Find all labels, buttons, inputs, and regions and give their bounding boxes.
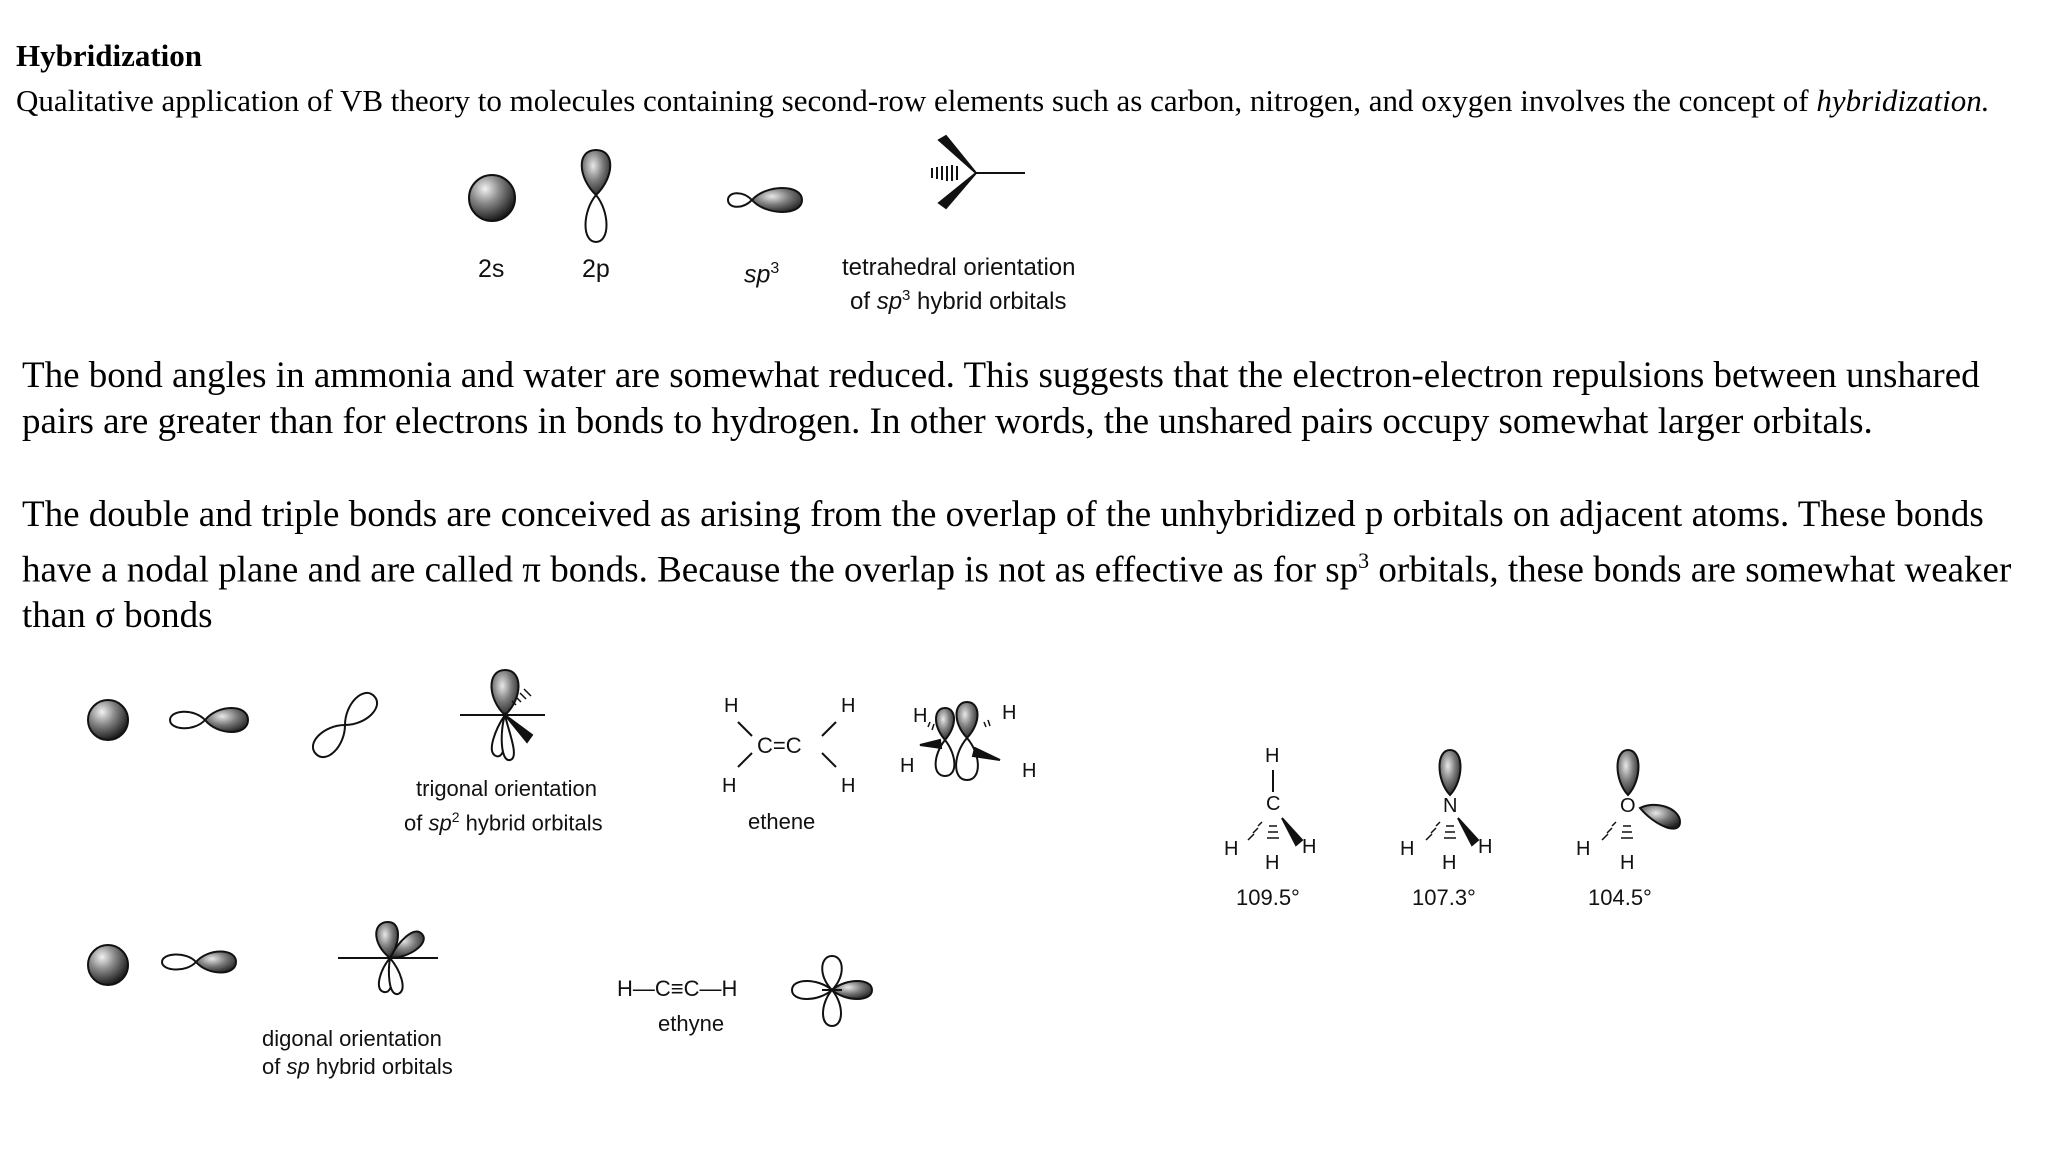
caption-digonal-sp: sp <box>286 1054 310 1079</box>
methane-h-top: H <box>1265 745 1280 767</box>
caption-tetrahedral-line1: tetrahedral orientation <box>842 254 1076 281</box>
ammonia-h-left: H <box>1400 838 1415 860</box>
ammonia-h-right: H <box>1478 836 1493 858</box>
label-2p: 2p <box>582 255 610 283</box>
water-o: O <box>1620 795 1636 817</box>
methane-c: C <box>1266 793 1281 815</box>
orbital-sp2-row1 <box>170 708 248 732</box>
caption-tetrahedral <box>842 254 1075 316</box>
intro-emphasis: hybridization. <box>1816 83 1990 118</box>
ethene-h-bottom-right: H <box>841 775 856 797</box>
label-2s: 2s <box>478 255 505 283</box>
caption-trigonal-line1: trigonal orientation <box>416 776 598 801</box>
ethene3d-h-1: H <box>913 705 928 727</box>
water-structure <box>1602 750 1680 840</box>
caption-tetrahedral-sup: 3 <box>902 287 911 304</box>
page-title: Hybridization <box>16 38 203 73</box>
caption-tetrahedral-sp: sp <box>876 288 903 315</box>
caption-digonal-of: of <box>262 1054 287 1079</box>
digonal-orientation-icon <box>338 922 438 994</box>
water-h-left: H <box>1576 838 1591 860</box>
caption-tetrahedral-line2 <box>842 282 1075 316</box>
label-sp3-base: sp <box>744 260 771 289</box>
ethene-cc: C=C <box>757 733 802 758</box>
trigonal-orientation-icon <box>460 670 545 760</box>
label-sp3-sup: 3 <box>770 260 780 277</box>
caption-tetrahedral-post: hybrid orbitals <box>910 288 1067 315</box>
paragraph-bond-angles: The bond angles in ammonia and water are somewhat reduced. This suggests that the electron-electron repulsions between unshared pairs are greater than for electrons in bonds to hydrogen. In other words, the unshared pairs occupy somewhat larger orbitals. <box>22 355 1980 442</box>
caption-digonal-post: hybrid orbitals <box>309 1054 453 1079</box>
ethene-h-bottom-left: H <box>722 775 737 797</box>
angle-water: 104.5° <box>1588 885 1652 910</box>
para2-sup: 3 <box>1358 548 1370 573</box>
orbital-sp-row2 <box>162 952 236 973</box>
caption-trigonal-of: of <box>404 810 429 836</box>
methane-h-bottom: H <box>1265 852 1280 874</box>
para2-pre: The double and triple bonds are conceived as arising from the overlap of the unhybridized p orbitals on adjacent atoms. These bonds have a nodal plane and are called π bonds. Because the overlap is not as effective as for sp <box>22 494 1984 591</box>
caption-trigonal <box>404 775 603 837</box>
ethene-pi-orbitals <box>920 702 1000 780</box>
angle-ammonia: 107.3° <box>1412 885 1476 910</box>
orbital-p-tilted <box>308 688 382 762</box>
caption-tetrahedral-of: of <box>850 288 877 315</box>
ammonia-h-bottom: H <box>1442 852 1457 874</box>
caption-digonal <box>262 1025 453 1081</box>
methane-h-right: H <box>1302 836 1317 858</box>
water-h-bottom: H <box>1620 852 1635 874</box>
caption-trigonal-post: hybrid orbitals <box>459 810 603 836</box>
ethene-label: ethene <box>748 809 816 834</box>
angle-methane: 109.5° <box>1236 885 1300 910</box>
orbital-s-sphere-row1 <box>88 700 128 740</box>
ethyne-label: ethyne <box>658 1011 725 1036</box>
caption-digonal-line2 <box>262 1053 453 1081</box>
ethyne-pi-orbitals <box>792 956 872 1026</box>
ethyne-formula: H—C≡C—H <box>617 976 738 1001</box>
methane-h-left: H <box>1224 838 1239 860</box>
ethene3d-h-4: H <box>1022 760 1037 782</box>
ethene3d-h-2: H <box>1002 702 1017 724</box>
caption-trigonal-sp: sp <box>428 810 452 836</box>
caption-trigonal-line2 <box>404 803 603 837</box>
orbital-2p <box>582 150 611 242</box>
caption-trigonal-sup: 2 <box>451 809 460 825</box>
para2-post: orbitals, these bonds are somewhat weaker than σ bonds <box>22 549 2012 637</box>
orbital-2s-sphere <box>469 175 515 221</box>
ethene-h-top-right: H <box>841 695 856 717</box>
ethene3d-h-3: H <box>900 755 915 777</box>
intro-text: Qualitative application of VB theory to molecules containing second-row elements such as carbon, nitrogen, and oxygen involves the concept of <box>16 83 1817 118</box>
label-sp3 <box>744 260 779 289</box>
orbital-s-sphere-row2 <box>88 945 128 985</box>
tetrahedral-orientation-icon <box>932 136 1025 208</box>
ethene-h-top-left: H <box>724 695 739 717</box>
orbital-sp3 <box>728 188 802 212</box>
ammonia-n: N <box>1443 795 1458 817</box>
caption-digonal-line1: digonal orientation <box>262 1026 442 1051</box>
